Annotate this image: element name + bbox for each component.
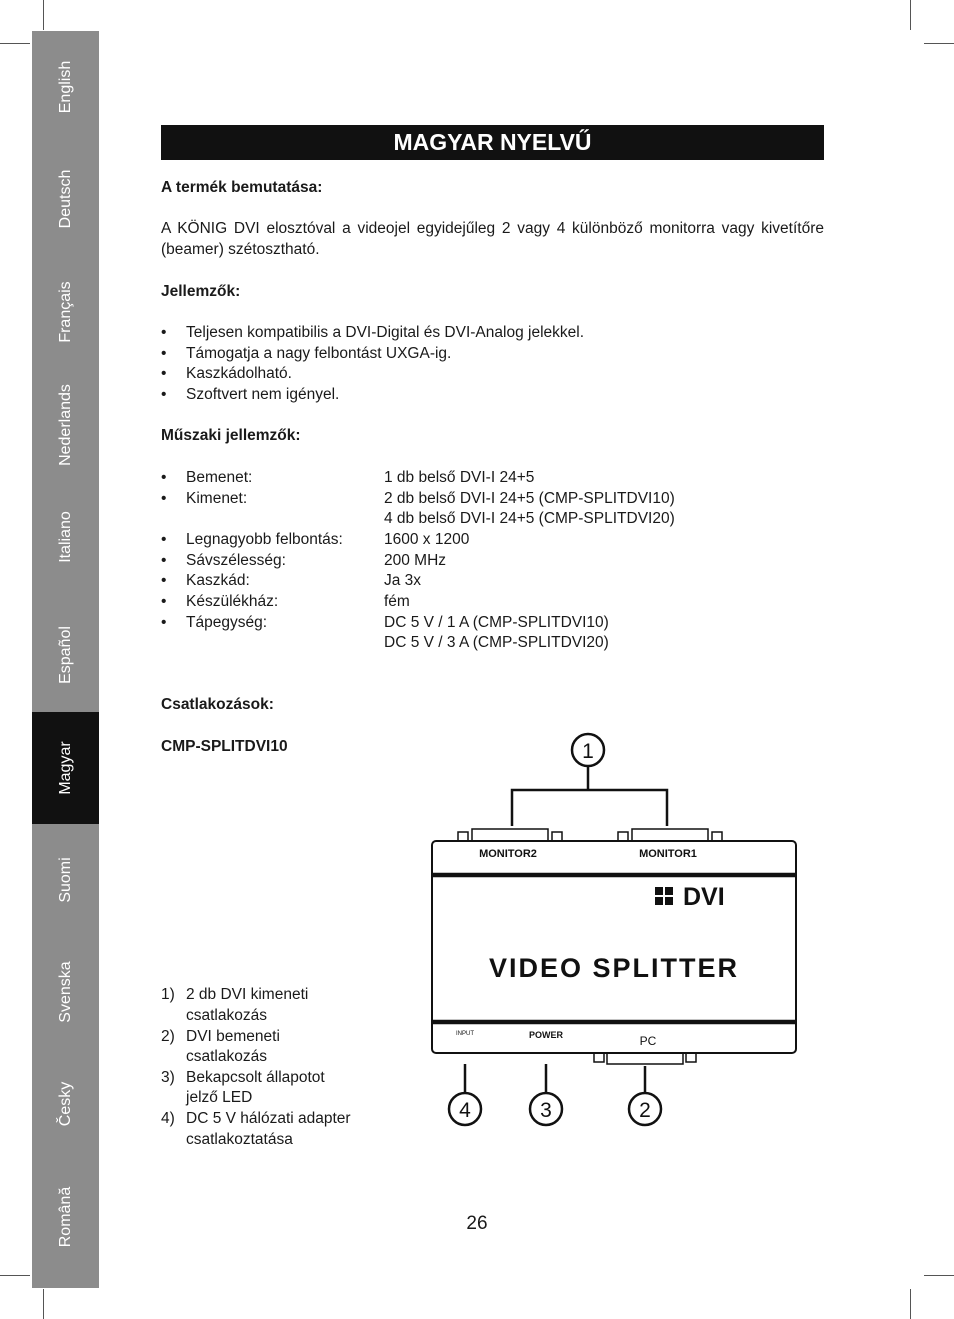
- list-item: • Teljesen kompatibilis a DVI-Digital és DVI-Analog jelekkel.: [186, 322, 584, 343]
- spec-value: DC 5 V / 1 A (CMP-SPLITDVI10): [384, 614, 609, 631]
- language-tab-label: Svenska: [56, 961, 74, 1023]
- spec-value: 200 MHz: [384, 552, 447, 569]
- connection-num: 4): [161, 1110, 175, 1127]
- crop-mark: [924, 43, 954, 44]
- input-label: INPUT: [456, 1031, 474, 1037]
- connections-heading: Csatlakozások:: [161, 696, 274, 713]
- page-title: MAGYAR NYELVŰ: [161, 125, 824, 160]
- language-tab-label: Română: [56, 1186, 74, 1248]
- crop-mark: [910, 0, 911, 30]
- list-item: • Támogatja a nagy felbontást UXGA-ig.: [186, 343, 451, 364]
- spec-label: • Kaszkád:: [186, 570, 250, 591]
- connection-text: DC 5 V hálózati adapter: [186, 1110, 351, 1127]
- intro-heading: A termék bemutatása:: [161, 179, 323, 196]
- crop-mark: [910, 1289, 911, 1319]
- product-label: VIDEO SPLITTER: [488, 953, 740, 983]
- language-tab-svenska[interactable]: [32, 936, 99, 1048]
- language-sidebar: [32, 31, 99, 1288]
- spec-value: fém: [384, 593, 410, 610]
- callout-4-label: 4: [459, 1099, 471, 1122]
- connection-text: DVI bemeneti: [186, 1028, 280, 1045]
- model-heading: CMP-SPLITDVI10: [161, 738, 288, 755]
- spec-label: • Készülékház:: [186, 591, 278, 612]
- spec-value: 4 db belső DVI-I 24+5 (CMP-SPLITDVI20): [384, 510, 675, 527]
- callout-2-label: 2: [639, 1099, 651, 1122]
- pc-label: PC: [639, 1034, 657, 1048]
- language-tab-italiano[interactable]: [32, 481, 99, 593]
- connection-text: csatlakozás: [186, 1048, 267, 1065]
- connection-text: Bekapcsolt állapotot: [186, 1069, 325, 1086]
- spec-value: 1 db belső DVI-I 24+5: [384, 469, 535, 486]
- language-tab-label: Česky: [56, 1081, 74, 1127]
- language-tab-deutsch[interactable]: [32, 143, 99, 255]
- language-tab-francais[interactable]: [32, 256, 99, 368]
- dvi-logo-icon: [655, 887, 673, 905]
- language-tab-magyar[interactable]: [32, 712, 99, 824]
- spec-value: 1600 x 1200: [384, 531, 470, 548]
- monitor1-label: MONITOR1: [639, 848, 697, 860]
- crop-mark: [43, 1289, 44, 1319]
- connection-text: jelző LED: [186, 1089, 253, 1106]
- language-tab-label: English: [56, 60, 74, 114]
- crop-mark: [924, 1275, 954, 1276]
- language-tab-label: Italiano: [56, 511, 74, 563]
- connection-num: 2): [161, 1028, 175, 1045]
- spec-label: • Kimenet:: [186, 488, 247, 509]
- spec-label: • Legnagyobb felbontás:: [186, 529, 343, 550]
- intro-text: A KÖNIG DVI elosztóval a videojel egyidejűleg 2 vagy 4 különböző monitorra vagy kivetítőre (beamer) szétosztható.: [161, 220, 824, 258]
- brand-label: DVI: [683, 883, 725, 911]
- language-tab-label: Français: [56, 281, 74, 343]
- language-tab-nederlands[interactable]: [32, 369, 99, 481]
- language-tab-label: Español: [56, 626, 74, 684]
- video-splitter-diagram: [400, 730, 820, 1140]
- language-tab-cesky[interactable]: [32, 1048, 99, 1160]
- connection-num: 3): [161, 1069, 175, 1086]
- callout-1-label: 1: [582, 740, 594, 763]
- language-tab-romana[interactable]: [32, 1161, 99, 1273]
- callout-3-label: 3: [540, 1099, 552, 1122]
- crop-mark: [43, 0, 44, 30]
- list-item: • Szoftvert nem igényel.: [186, 384, 339, 405]
- connection-text: csatlakoztatása: [186, 1131, 293, 1148]
- spec-label: • Bemenet:: [186, 467, 252, 488]
- language-tab-label: Deutsch: [56, 169, 74, 229]
- language-tab-label: Suomi: [56, 857, 74, 903]
- language-tab-english[interactable]: [32, 31, 99, 143]
- language-tab-suomi[interactable]: [32, 824, 99, 936]
- monitor2-label: MONITOR2: [479, 848, 537, 860]
- list-item: • Kaszkádolható.: [186, 363, 292, 384]
- callout-1-bracket: [512, 790, 667, 826]
- connection-text: 2 db DVI kimeneti: [186, 986, 309, 1003]
- spec-value: DC 5 V / 3 A (CMP-SPLITDVI20): [384, 634, 609, 651]
- spec-label: • Tápegység:: [186, 612, 267, 633]
- crop-mark: [0, 43, 30, 44]
- spec-label: • Sávszélesség:: [186, 550, 286, 571]
- connection-num: 1): [161, 986, 175, 1003]
- language-tab-label: Nederlands: [56, 384, 74, 466]
- crop-mark: [0, 1275, 30, 1276]
- features-heading: Jellemzők:: [161, 283, 241, 300]
- power-label: POWER: [528, 1030, 564, 1040]
- spec-value: 2 db belső DVI-I 24+5 (CMP-SPLITDVI10): [384, 490, 675, 507]
- language-tab-espanol[interactable]: [32, 599, 99, 711]
- page-number: 26: [466, 1213, 488, 1234]
- connection-text: csatlakozás: [186, 1007, 267, 1024]
- language-tab-label: Magyar: [56, 741, 74, 795]
- specs-heading: Műszaki jellemzők:: [161, 427, 301, 444]
- spec-value: Ja 3x: [384, 572, 422, 589]
